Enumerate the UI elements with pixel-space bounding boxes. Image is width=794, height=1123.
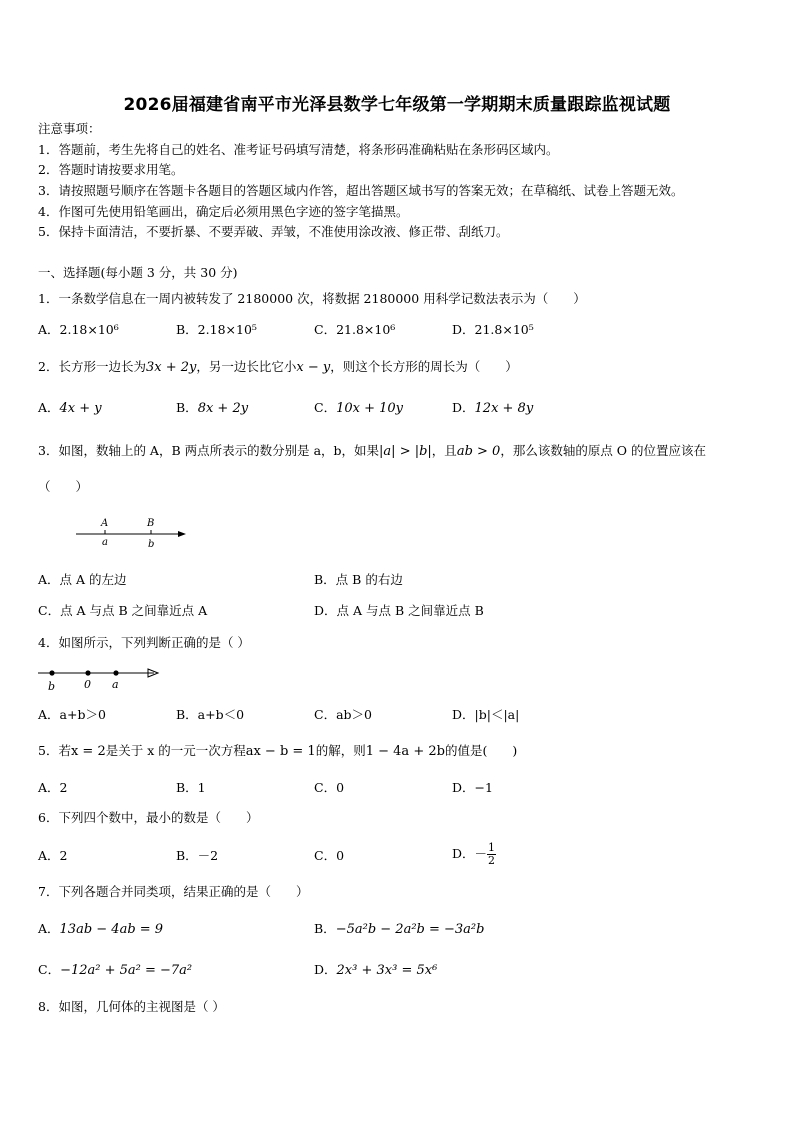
q3-option-a: A．点 A 的左边	[38, 572, 127, 587]
q5-option-d: D．−1	[452, 780, 493, 795]
q3-math: |a| > |b|	[379, 444, 432, 459]
q7-option-c	[38, 962, 192, 979]
q4-option-c: C．ab＞0	[314, 707, 372, 722]
question-4-stem: 4．如图所示，下列判断正确的是（ ）	[38, 635, 250, 650]
option-letter: C．	[38, 962, 61, 977]
option-math: 12x + 8y	[474, 401, 534, 416]
label-upper-a: A	[101, 518, 109, 529]
option-letter: B．	[176, 400, 198, 415]
q5-math: ax − b = 1	[245, 744, 316, 759]
option-math: 4x + y	[59, 401, 102, 416]
q6-option-d	[452, 840, 496, 868]
option-letter: A．	[38, 921, 60, 936]
q1-option-c: C．21.8×10⁶	[314, 322, 396, 337]
fraction-denominator: 2	[488, 854, 496, 867]
q5-text: 的值是( )	[444, 743, 518, 758]
q2-text: ，则这个长方形的周长为（ ）	[330, 359, 518, 374]
option-letter: C．	[314, 400, 337, 415]
question-8-stem: 8．如图，几何体的主视图是（ ）	[38, 999, 225, 1014]
q5-text: 是关于 x 的一元一次方程	[105, 743, 246, 758]
q3-option-b: B．点 B 的右边	[314, 572, 403, 587]
q7-option-d	[314, 962, 437, 979]
label-b: b	[48, 680, 56, 693]
q3-text: ，且	[431, 443, 457, 458]
label-lower-b: b	[148, 539, 155, 550]
label-upper-b: B	[147, 518, 155, 529]
note-item: 1．答题前，考生先将自己的姓名、准考证号码填写清楚，将条形码准确粘贴在条形码区域内。	[38, 142, 559, 157]
section-heading: 一、选择题(每小题 3 分，共 30 分)	[38, 265, 238, 280]
q3-option-d: D．点 A 与点 B 之间靠近点 B	[314, 603, 484, 618]
q5-text: 的解，则	[315, 743, 366, 758]
q6-option-c: C．0	[314, 848, 345, 863]
question-3-bracket: （ ）	[38, 479, 89, 494]
option-letter: B．	[314, 921, 336, 936]
q1-option-b: B．2.18×10⁵	[176, 322, 257, 337]
point-zero	[85, 670, 90, 675]
q2-text: ，另一边长比它小	[196, 359, 297, 374]
q2-math: x − y	[296, 360, 331, 375]
number-line-figure-q4	[36, 664, 162, 694]
q3-math: ab > 0	[456, 444, 501, 459]
page-title: 2026届福建省南平市光泽县数学七年级第一学期期末质量跟踪监视试题	[123, 95, 671, 115]
question-3-stem	[38, 443, 706, 460]
q6-option-b: B．－2	[176, 848, 219, 863]
option-math: 8x + 2y	[197, 401, 249, 416]
q7-option-a	[38, 921, 163, 938]
q2-option-c	[314, 400, 403, 417]
note-item: 5．保持卡面清洁，不要折暴、不要弄破、弄皱，不准使用涂改液、修正带、刮纸刀。	[38, 224, 509, 239]
fraction-numerator: 1	[488, 841, 496, 854]
option-letter: D．	[314, 962, 337, 977]
arrow-head-icon	[178, 531, 186, 537]
question-1-stem: 1．一条数学信息在一周内被转发了 2180000 次，将数据 2180000 用科学记数法表示为（ ）	[38, 291, 586, 306]
label-lower-a: a	[102, 537, 108, 548]
q3-option-c: C．点 A 与点 B 之间靠近点 A	[38, 603, 208, 618]
option-math: −12a² + 5a² = −7a²	[60, 963, 193, 978]
option-math: 13ab − 4ab = 9	[59, 922, 164, 937]
question-2-stem	[38, 359, 518, 376]
q4-option-d: D．|b|＜|a|	[452, 707, 520, 722]
note-item: 4．作图可先使用铅笔画出，确定后必须用黑色字迹的签字笔描黑。	[38, 204, 409, 219]
q3-text: ，那么该数轴的原点 O 的位置应该在	[500, 443, 707, 458]
q6-option-a: A．2	[38, 848, 68, 863]
q5-option-a: A．2	[38, 780, 68, 795]
q7-option-b	[314, 921, 484, 938]
q5-math: 1 − 4a + 2b	[365, 744, 445, 759]
option-letter: D．	[452, 400, 475, 415]
q2-option-d	[452, 400, 533, 417]
q2-option-b	[176, 400, 248, 417]
fraction	[487, 842, 496, 867]
q2-text: 2．长方形一边长为	[38, 359, 146, 374]
option-math: 2x³ + 3x³ = 5x⁶	[336, 963, 438, 978]
q5-text: 5．若	[38, 743, 71, 758]
q5-math: x = 2	[70, 744, 106, 759]
q2-math: 3x + 2y	[145, 360, 197, 375]
question-7-stem: 7．下列各题合并同类项，结果正确的是（ ）	[38, 884, 309, 899]
note-item: 3．请按照题号顺序在答题卡各题目的答题区域内作答，超出答题区域书写的答案无效；在草稿纸、试卷上答题无效。	[38, 183, 684, 198]
label-zero: 0	[84, 678, 91, 691]
point-a	[113, 670, 118, 675]
q1-option-d: D．21.8×10⁵	[452, 322, 534, 337]
option-math: −5a²b − 2a²b = −3a²b	[335, 922, 485, 937]
question-5-stem	[38, 743, 517, 760]
option-letter: A．	[38, 400, 60, 415]
q3-text: 3．如图，数轴上的 A，B 两点所表示的数分别是 a，b，如果	[38, 443, 380, 458]
note-item: 2．答题时请按要求用笔。	[38, 162, 184, 177]
option-letter: D．－	[452, 846, 488, 861]
q5-option-b: B．1	[176, 780, 206, 795]
point-b	[49, 670, 54, 675]
q5-option-c: C．0	[314, 780, 345, 795]
question-6-stem: 6．下列四个数中，最小的数是（ ）	[38, 810, 259, 825]
notes-heading: 注意事项：	[38, 121, 101, 136]
number-line-figure-q3	[70, 512, 190, 552]
q4-option-a: A．a+b＞0	[38, 707, 106, 722]
option-math: 10x + 10y	[336, 401, 403, 416]
q1-option-a: A．2.18×10⁶	[38, 322, 119, 337]
label-a: a	[112, 678, 119, 691]
q4-option-b: B．a+b＜0	[176, 707, 245, 722]
q2-option-a	[38, 400, 102, 417]
